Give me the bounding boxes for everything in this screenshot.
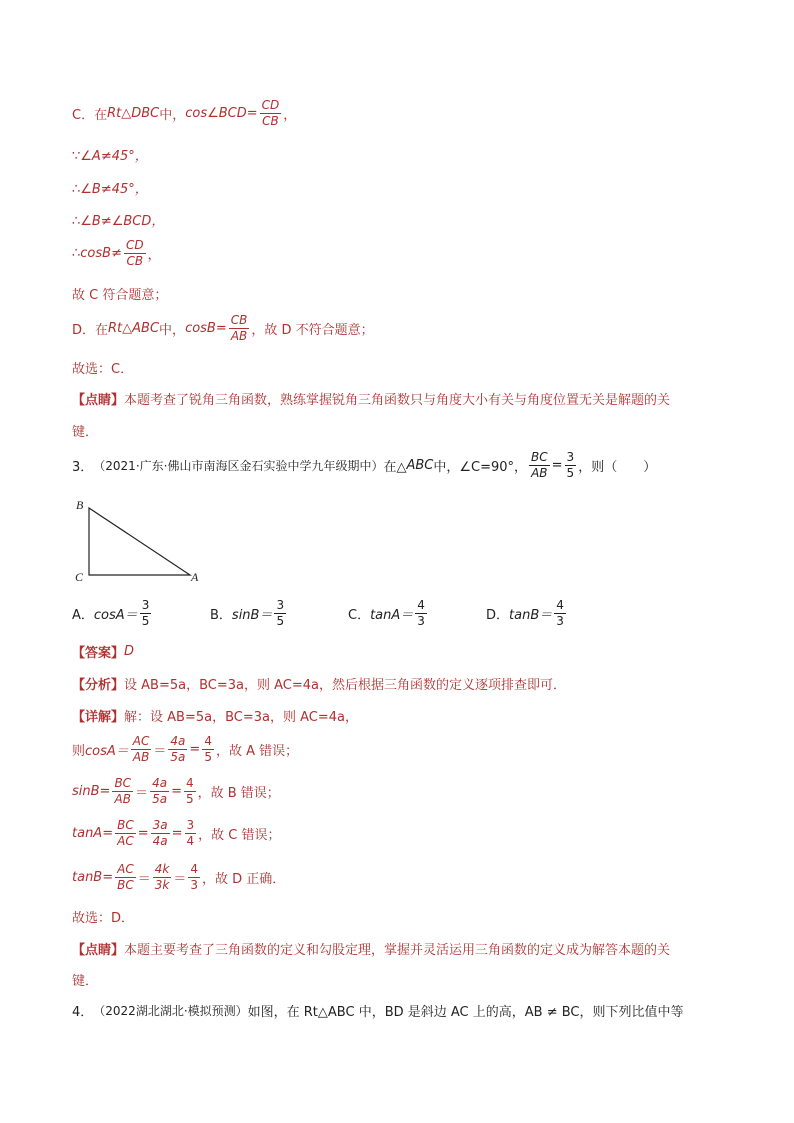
equals: = — [171, 826, 183, 841]
denominator: 3 — [556, 614, 564, 628]
equals: = — [171, 784, 182, 799]
text: C．在 — [72, 108, 108, 123]
equals: ＝ — [135, 786, 149, 801]
numerator: BC — [531, 450, 548, 464]
option-letter: C． — [348, 608, 371, 623]
text: D．在 — [72, 323, 109, 338]
comment-line — [72, 939, 670, 958]
denominator: 3 — [190, 878, 199, 892]
equals: ＝ — [153, 744, 167, 759]
fraction — [188, 862, 200, 893]
text: sinB= — [72, 784, 111, 799]
denominator: 3 — [417, 614, 425, 628]
fraction — [260, 98, 282, 129]
detail-line — [72, 706, 358, 725]
comment-tag: 【点睛】 — [72, 943, 125, 958]
text: ， — [283, 108, 297, 123]
detail-row-sinb — [72, 776, 280, 807]
fraction — [168, 734, 187, 765]
question-number: 4． — [72, 1005, 94, 1020]
denominator: AB — [132, 750, 150, 764]
denominator: BC — [117, 878, 134, 892]
text: 在△ — [383, 460, 407, 475]
denominator: 5 — [276, 614, 285, 628]
numerator: BC — [114, 776, 132, 790]
numerator: 4 — [185, 776, 194, 790]
fraction — [229, 313, 250, 344]
question-text: 如图，在 Rt△ABC 中，BD 是斜边 AC 上的高，AB ≠ BC，则下列比值中等 — [247, 1005, 684, 1020]
comment-text: 本题考查了锐角三角函数，熟练掌握锐角三角函数只与角度大小有关与角度位置无关是解题的关 — [124, 393, 671, 408]
choose-line: 故选：D． — [72, 911, 135, 926]
answer-line — [72, 642, 134, 661]
numerator: 4a — [170, 734, 186, 748]
solution-line: ∴∠B≠45°， — [72, 182, 148, 197]
denominator: 5 — [566, 466, 575, 480]
numerator: AC — [132, 734, 150, 748]
numerator: 3 — [566, 450, 575, 464]
numerator: 4 — [204, 734, 212, 748]
fraction — [140, 598, 152, 629]
question-source: （2022湖北湖北·模拟预测） — [93, 1004, 248, 1018]
text: ，故 B 错误； — [197, 786, 280, 801]
text: ， — [147, 248, 161, 263]
comment-line: 键． — [72, 425, 99, 440]
comment-line — [72, 389, 670, 408]
text: 中，∠C=90°， — [433, 460, 528, 475]
fraction — [115, 818, 136, 849]
solution-line: ∴∠B≠∠BCD， — [72, 214, 165, 229]
text: ABC — [406, 458, 434, 473]
option-letter: B． — [210, 608, 232, 623]
text: 中， — [159, 108, 186, 123]
fraction — [274, 598, 286, 629]
question-3-stem — [72, 450, 656, 481]
label-a: A — [191, 570, 199, 584]
option-d[interactable] — [486, 598, 568, 629]
solution-line: 故 C 符合题意； — [72, 288, 168, 303]
text: cosB= — [185, 321, 227, 336]
answer-tag: 【答案】 — [72, 646, 125, 661]
denominator: CB — [262, 114, 279, 128]
fraction — [131, 734, 152, 765]
numerator: BC — [117, 818, 134, 832]
question-4-stem — [72, 1001, 684, 1020]
text: ，故 A 错误； — [215, 744, 299, 759]
equals: = — [189, 742, 201, 757]
detail-row-tanb — [72, 862, 285, 893]
solution-line — [72, 313, 374, 344]
numerator: 4k — [154, 862, 170, 876]
option-expr: tanB＝ — [509, 608, 553, 623]
text: cos∠BCD= — [185, 106, 258, 121]
numerator: CB — [230, 313, 248, 327]
text: = — [551, 458, 563, 473]
denominator: 5 — [204, 750, 212, 764]
numerator: 4a — [152, 776, 168, 790]
fraction — [202, 734, 214, 765]
numerator: 3 — [186, 818, 195, 832]
denominator: AB — [230, 329, 248, 343]
label-c: C — [75, 570, 84, 584]
fraction — [529, 450, 550, 481]
option-b[interactable] — [210, 598, 288, 629]
numerator: CD — [125, 238, 144, 252]
numerator: 3 — [276, 598, 285, 612]
text: ，故 C 错误； — [198, 828, 281, 843]
detail-row-tana — [72, 818, 281, 849]
text: Rt△ABC — [108, 321, 160, 336]
fraction — [115, 862, 136, 893]
option-a[interactable] — [72, 598, 153, 629]
denominator: 3k — [154, 878, 170, 892]
denominator: 5 — [185, 792, 194, 806]
text: ∴cosB≠ — [72, 246, 122, 261]
option-expr: tanA＝ — [370, 608, 414, 623]
comment-tag: 【点睛】 — [72, 393, 125, 408]
triangle-abc — [89, 508, 190, 575]
fraction — [554, 598, 566, 629]
fraction — [151, 818, 170, 849]
fraction — [150, 776, 169, 807]
text: 则 — [72, 744, 86, 759]
detail-text: 解：设 AB=5a，BC=3a，则 AC=4a， — [124, 710, 358, 725]
analysis-line — [72, 674, 566, 693]
analysis-text: 设 AB=5a，BC=3a，则 AC=4a，然后根据三角函数的定义逐项排查即可． — [124, 678, 566, 693]
option-expr: cosA＝ — [93, 608, 138, 623]
denominator: 4 — [186, 834, 195, 848]
numerator: AC — [117, 862, 134, 876]
denominator: 5a — [152, 792, 168, 806]
solution-line: ∵∠A≠45°， — [72, 149, 148, 164]
equals: ＝ — [137, 872, 151, 887]
text: 中， — [159, 323, 186, 338]
denominator: AB — [114, 792, 131, 806]
text: tanB= — [72, 870, 114, 885]
text: Rt△DBC — [107, 106, 160, 121]
solution-c-line — [72, 98, 296, 129]
question-number: 3． — [72, 460, 94, 475]
text: cosA＝ — [85, 744, 129, 759]
denominator: 4a — [152, 834, 168, 848]
triangle-figure — [70, 495, 210, 587]
option-letter: A． — [72, 608, 94, 623]
solution-line: 故选：C． — [72, 362, 134, 377]
fraction — [112, 776, 133, 807]
label-b: B — [76, 498, 84, 512]
question-source: （2021·广东·佛山市南海区金石实验中学九年级期中） — [93, 459, 384, 473]
numerator: 4 — [417, 598, 425, 612]
fraction — [415, 598, 427, 629]
detail-tag: 【详解】 — [72, 710, 125, 725]
text: ，故 D 正确． — [202, 872, 286, 887]
fraction — [184, 776, 196, 807]
option-letter: D． — [486, 608, 510, 623]
fraction — [565, 450, 577, 481]
analysis-tag: 【分析】 — [72, 678, 125, 693]
equals: = — [137, 826, 149, 841]
comment-text: 本题主要考查了三角函数的定义和勾股定理，掌握并灵活运用三角函数的定义成为解答本题的关 — [124, 943, 671, 958]
text: ，故 D 不符合题意； — [251, 323, 374, 338]
numerator: 4 — [556, 598, 564, 612]
text: ，则（ ） — [578, 460, 657, 475]
denominator: AB — [531, 466, 548, 480]
denominator: AC — [117, 834, 134, 848]
equals: ＝ — [173, 872, 187, 887]
numerator: 3 — [141, 598, 150, 612]
fraction — [124, 238, 146, 269]
text: tanA= — [72, 826, 114, 841]
denominator: CB — [126, 254, 144, 268]
option-expr: sinB＝ — [231, 608, 273, 623]
denominator: 5a — [170, 750, 186, 764]
option-c[interactable] — [348, 598, 429, 629]
fraction — [185, 818, 197, 849]
answer-value: D — [124, 644, 135, 659]
comment-line: 键． — [72, 974, 99, 989]
fraction — [153, 862, 172, 893]
denominator: 5 — [141, 614, 150, 628]
detail-row-cosa — [72, 734, 298, 765]
solution-line — [72, 238, 161, 269]
numerator: 3a — [152, 818, 168, 832]
numerator: CD — [261, 98, 280, 112]
numerator: 4 — [190, 862, 199, 876]
